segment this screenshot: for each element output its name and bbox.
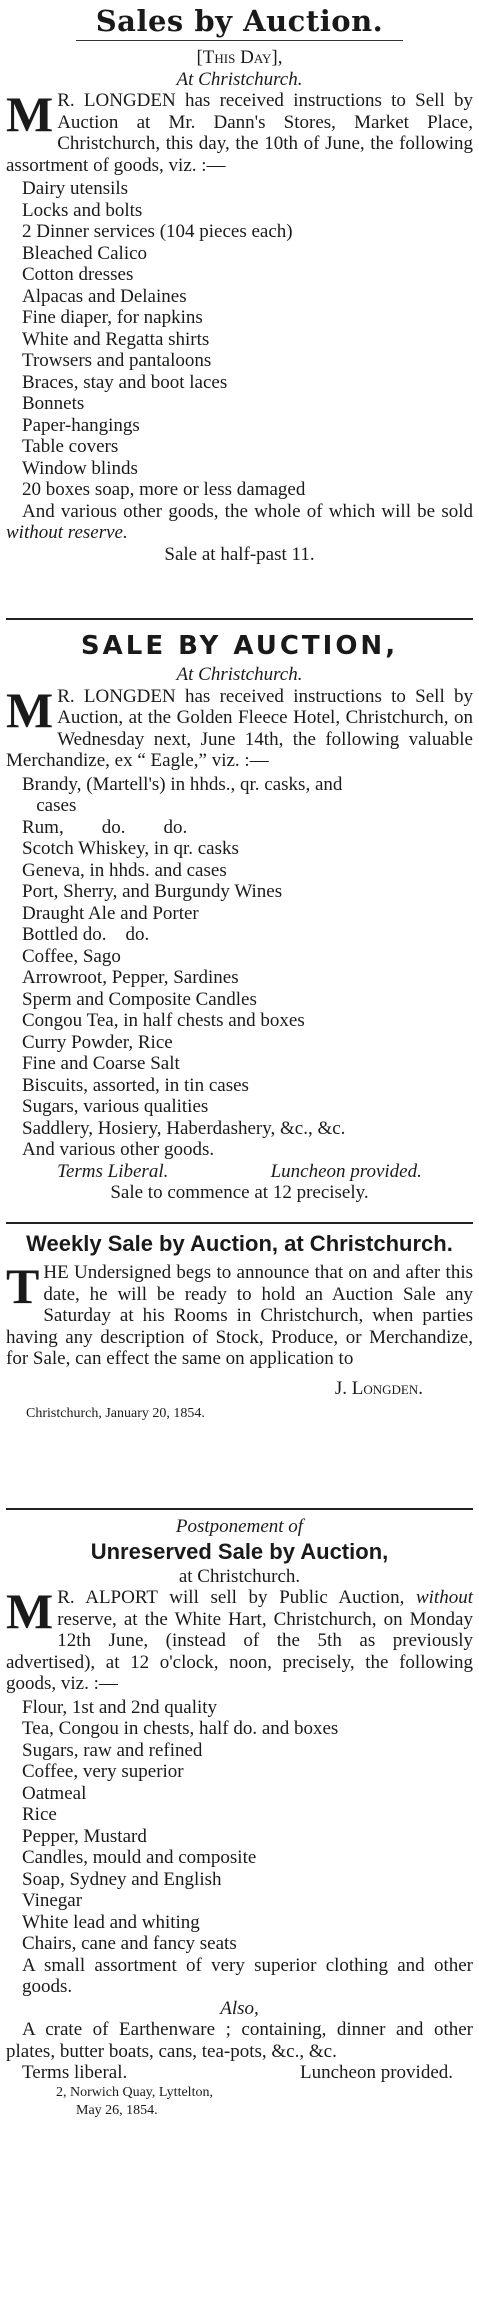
advertisement-weekly-sale (6, 1230, 473, 1502)
advertisement-white-hart (6, 1516, 473, 2120)
list-item: Tea, Congou in chests, half do. and boxes (22, 1718, 339, 1739)
list-item: Table covers (22, 436, 119, 457)
luncheon-text: Luncheon provided. (299, 2062, 453, 2083)
terms-line (6, 2062, 473, 2084)
list-item: Chairs, cane and fancy seats (22, 1933, 237, 1954)
list-item: Scotch Whiskey, in qr. casks (22, 838, 239, 859)
list-item: Coffee, Sago (22, 945, 121, 967)
signature: J. Longden. (334, 1377, 423, 1399)
list-item: Candles, mould and composite (22, 1847, 257, 1868)
list-item: Oatmeal (22, 1782, 87, 1804)
title-underline (76, 40, 403, 41)
list-item: 20 boxes soap, more or less damaged (22, 479, 306, 500)
ad-subtitle: [This Day], (196, 47, 283, 68)
list-item: Locks and bolts (22, 199, 143, 221)
ad-title: Unreserved Sale by Auction, (90, 1538, 389, 1564)
list-item: White and Regatta shirts (22, 328, 210, 350)
list-item: Saddlery, Hosiery, Haberdashery, &c., &c. (22, 1117, 346, 1139)
advertisement-mr-dann-stores (6, 2, 473, 612)
terms-text: Terms Liberal. (57, 1160, 169, 1182)
also-text: Also, (220, 1997, 259, 2019)
ad-body (6, 86, 473, 176)
list-item: 2 Dinner services (104 pieces each) (22, 221, 293, 242)
drop-cap: M (6, 681, 54, 738)
ad-body-text: R. LONGDEN has received instructions to Sell by Auction, at the Golden Fleece Hotel, Christchurch, on Wednesday next, June 14th, the following valuable Merchandize, ex “ Eagle,” viz. :— (6, 685, 473, 771)
list-item: Brandy, (Martell's) in hhds., qr. casks, and (22, 773, 343, 795)
sale-time: Sale at half-past 11. (164, 543, 315, 565)
list-item: Vinegar (22, 1890, 83, 1911)
ad-body-text: R. LONGDEN has received instructions to Sell by Auction at Mr. Dann's Stores, Market Place, Christchurch, this day, the 10th of June, the following assortment of goods, viz. :— (6, 90, 473, 176)
list-item: Pepper, Mustard (22, 1825, 147, 1847)
list-item: Port, Sherry, and Burgundy Wines (22, 881, 283, 902)
goods-list (22, 178, 473, 501)
separator-rule (6, 1508, 473, 1510)
list-item: Window blinds (22, 457, 138, 479)
ad-pre-title: Postponement of (175, 1516, 304, 1537)
list-item: Dairy utensils (22, 178, 129, 199)
terms-line (6, 1161, 473, 1183)
ad-title: Sales by Auction. (95, 4, 384, 38)
dateline: Christchurch, January 20, 1854. (26, 1406, 205, 1421)
assortment-text: A small assortment of very superior clothing and other goods. (22, 1954, 473, 1997)
list-item: Braces, stay and boot laces (22, 371, 228, 393)
list-item: Rice (22, 1804, 57, 1825)
ad-location: At Christchurch. (176, 68, 303, 90)
list-item: Coffee, very superior (22, 1761, 184, 1782)
ad-body (6, 1258, 473, 1370)
list-item: Bleached Calico (22, 242, 148, 264)
list-item: Alpacas and Delaines (22, 285, 187, 307)
list-item: Sugars, various qualities (22, 1096, 209, 1117)
ad-location: At Christchurch. (176, 664, 303, 685)
list-item: Flour, 1st and 2nd quality (22, 1696, 218, 1718)
list-item: Rum, do. do. (22, 816, 188, 838)
advertisement-golden-fleece (6, 628, 473, 1216)
ad-body-text: R. ALPORT will sell by Public Auction, (57, 1587, 416, 1608)
list-item: Geneva, in hhds. and cases (22, 859, 227, 881)
separator-rule (6, 1222, 473, 1224)
separator-rule (6, 618, 473, 620)
list-item: White lead and whiting (22, 1911, 200, 1933)
list-item: Cotton dresses (22, 264, 134, 285)
ad-body (6, 681, 473, 772)
address-line: 2, Norwich Quay, Lyttelton, (56, 2084, 213, 2100)
luncheon-text: Luncheon provided. (270, 1160, 422, 1182)
list-item: Fine diaper, for napkins (22, 307, 203, 328)
goods-list (22, 1697, 473, 1955)
list-item: Paper-hangings (22, 414, 140, 436)
goods-list (22, 774, 473, 1161)
list-item: Congou Tea, in half chests and boxes (22, 1010, 305, 1031)
sale-time: Sale to commence at 12 precisely. (110, 1182, 369, 1203)
list-item: Biscuits, assorted, in tin cases (22, 1074, 249, 1096)
ad-body (6, 1583, 473, 1695)
list-item: cases (22, 795, 77, 816)
ad-body-italic: without (415, 1587, 473, 1608)
ad-body-text-end: reserve, at the White Hart, Christchurch, on Monday 12th June, (instead of the 5th as previously advertised), at 12 o'clock, noon, precisely, the following goods, viz. :— (6, 1608, 473, 1694)
ad-title: Weekly Sale by Auction, at Christchurch. (26, 1231, 453, 1256)
drop-cap: M (6, 1583, 54, 1639)
ad-closing-italic: without reserve. (6, 522, 128, 543)
list-item: Curry Powder, Rice (22, 1031, 173, 1053)
list-item: Soap, Sydney and English (22, 1868, 222, 1890)
list-item: Bottled do. do. (22, 924, 150, 945)
ad-closing-text: And various other goods, the whole of which will be sold (22, 500, 473, 522)
list-item: And various other goods. (22, 1139, 215, 1160)
drop-cap: T (6, 1258, 40, 1314)
list-item: Bonnets (22, 393, 85, 414)
list-item: Sperm and Composite Candles (22, 988, 257, 1010)
ad-body-text: HE Undersigned begs to announce that on and after this date, he will be ready to hold an Auction Sale any Saturday at his Rooms in Christchurch, when parties having any description of Stock, Produce, or Merchandize, for Sale, can effect the same on application to (6, 1262, 473, 1369)
list-item: Trowsers and pantaloons (22, 350, 212, 371)
list-item: Draught Ale and Porter (22, 902, 199, 924)
date-line: May 26, 1854. (76, 2102, 158, 2118)
crate-text: A crate of Earthenware ; containing, dinner and other plates, butter boats, cans, tea-pots, &c., &c. (6, 2019, 473, 2062)
ad-title: SALE BY AUCTION, (80, 631, 399, 661)
list-item: Fine and Coarse Salt (22, 1053, 180, 1074)
list-item: Sugars, raw and refined (22, 1739, 203, 1761)
newspaper-page (0, 2, 479, 2120)
list-item: Arrowroot, Pepper, Sardines (22, 967, 239, 988)
terms-text: Terms liberal. (22, 2062, 128, 2083)
ad-location: at Christchurch. (178, 1565, 301, 1587)
drop-cap: M (6, 86, 54, 142)
ad-closing (6, 501, 473, 544)
